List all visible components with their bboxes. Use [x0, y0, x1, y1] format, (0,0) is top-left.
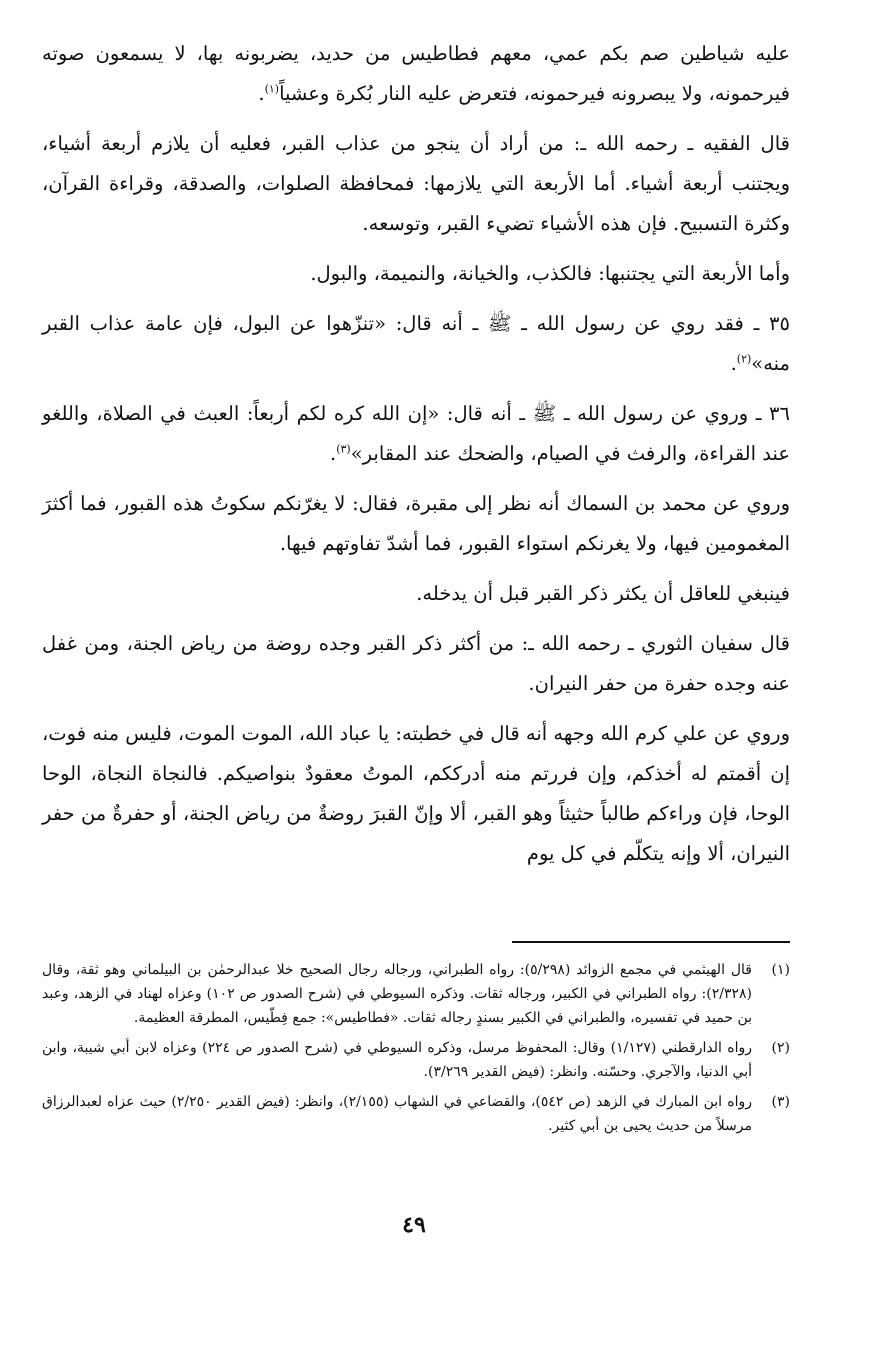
- main-text: [42, 34, 790, 884]
- hadith-36: [42, 394, 790, 474]
- footnote: [42, 1036, 790, 1084]
- paragraph-text: ٣٦ ـ وروي عن رسول الله ـ ﷺ ـ أنه قال: «إن الله كره لكم أربعاً: العبث في الصلاة، واللغو عند القراءة، والرفث في الصيام، والضحك عند المقابر»: [42, 402, 790, 465]
- footnote-text: قال الهيثمي في مجمع الزوائد (٥/٢٩٨): رواه الطبراني، ورجاله رجال الصحيح خلا عبدالرحمٰن بن البيلماني وهو ثقة، وقال (٢/٣٢٨): رواه الطبراني في الكبير، ورجاله ثقات. وذكره السيوطي في (شرح الصدور ص ١٠٢) وعزاه لهناد في الزهد، وعبد بن حميد في تفسيره، والطبراني في الكبير بسندٍ رجاله ثقات. «فطاطيس»: جمع فِطّيس، المطرقة العظيمة.: [42, 962, 753, 1026]
- paragraph: [42, 124, 790, 244]
- footnote-number: (٢): [771, 1040, 790, 1056]
- footnotes: [42, 958, 790, 1144]
- footnote-divider: [512, 941, 790, 943]
- paragraph-text: فينبغي للعاقل أن يكثر ذكر القبر قبل أن يدخله.: [416, 582, 790, 605]
- footnote-number: (١): [771, 962, 790, 978]
- footnote-ref: (٣): [336, 442, 351, 456]
- paragraph-end: .: [329, 442, 337, 465]
- footnote: [42, 1090, 790, 1138]
- paragraph: [42, 484, 790, 564]
- footnote-text: رواه ابن المبارك في الزهد (ص ٥٤٢)، والقضاعي في الشهاب (٢/١٥٥)، وانظر: (فيض القدير ٢/٢٥٠) حيث عزاه لعبدالرزاق مرسلاً من حديث يحيى بن أبي كثير.: [42, 1094, 752, 1134]
- paragraph-text: عليه شياطين صم بكم عمي، معهم فطاطيس من حديد، يضربونه بها، لا يسمعون صوته فيرحمونه، ولا يبصرونه فيرحمونه، فتعرض عليه النار بُكرة وعشياً: [42, 42, 790, 105]
- paragraph: [42, 574, 790, 614]
- hadith-35: ٣٥ ـ فقد روي عن رسول الله ـ ﷺ ـ أنه قال: «تنزّهوا عن البول، فإن عامة عذاب القبر منه»$^{(٢)}$.: [42, 312, 790, 375]
- paragraph: [42, 624, 790, 704]
- footnote: [42, 958, 790, 1030]
- paragraph-text: قال الفقيه ـ رحمه الله ـ: من أراد أن ينجو من عذاب القبر، فعليه أن يلازم أربعة أشياء، ويجتنب أربعة أشياء. أما الأربعة التي يلازمها: فمحافظة الصلوات، والصدقة، وقراءة القرآن، وكثرة التسبيح. فإن هذه الأشياء تضيء القبر، وتوسعه.: [42, 132, 790, 235]
- paragraph-text: ٣٥ ـ فقد روي عن رسول الله ـ ﷺ ـ أنه قال: «تنزّهوا عن البول، فإن عامة عذاب القبر منه»: [42, 312, 790, 375]
- paragraph-text: وروي عن علي كرم الله وجهه أنه قال في خطبته: يا عباد الله، الموت الموت، فليس منه فوت، إن أقمتم له أخذكم، وإن فررتم منه أدرككم، الموتُ معقودٌ بنواصيكم. فالنجاة النجاة، الوحا الوحا، فإن وراءكم طالباً حثيثاً وهو القبر، ألا وإنّ القبرَ روضةٌ من رياض الجنة، أو حفرةٌ من حفر النيران، ألا وإنه يتكلّم في كل يوم: [41, 722, 790, 865]
- paragraph: [42, 714, 790, 874]
- paragraph: [42, 254, 790, 294]
- paragraph: عليه شياطين صم بكم عمي، معهم فطاطيس من حديد، يضربونه بها، لا يسمعون صوته فيرحمونه، ولا يبصرونه فيرحمونه، فتعرض عليه النار بُكرة وعشياً$^{(١)}$.: [42, 42, 790, 105]
- page-number: ٤٩: [402, 1212, 426, 1238]
- footnote-ref: (١): [264, 82, 280, 96]
- footnote-text: رواه الدارقطني (١/١٢٧) وقال: المحفوظ مرسل، وذكره السيوطي في (شرح الصدور ص ٢٢٤) وعزاه لابن أبي شيبة، وابن أبي الدنيا، والآجري. وحسّنه. وانظر: (فيض القدير ٣/٢٦٩).: [42, 1040, 752, 1080]
- paragraph-text: قال سفيان الثوري ـ رحمه الله ـ: من أكثر ذكر القبر وجده روضة من رياض الجنة، ومن غفل عنه وجده حفرة من حفر النيران.: [42, 632, 790, 695]
- footnote-number: (٣): [771, 1094, 790, 1110]
- paragraph-text: وأما الأربعة التي يجتنبها: فالكذب، والخيانة، والنميمة، والبول.: [310, 262, 790, 285]
- paragraph-text: وروي عن محمد بن السماك أنه نظر إلى مقبرة، فقال: لا يغرّنكم سكوتُ هذه القبور، فما أكثرَ المغمومين فيها، ولا يغرنكم استواء القبور، فما أشدّ تفاوتهم فيها.: [42, 492, 790, 555]
- footnote-ref: (٢): [736, 352, 752, 366]
